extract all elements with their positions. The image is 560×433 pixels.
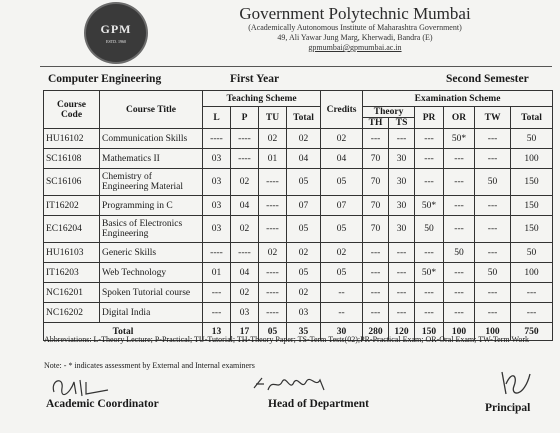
table-cell: 30 [389, 196, 415, 216]
table-cell: --- [415, 129, 444, 149]
table-cell: 02 [259, 129, 287, 149]
table-cell: --- [475, 216, 511, 243]
total-cell: 280 [363, 323, 389, 341]
program-name: Computer Engineering [48, 73, 162, 85]
course-title-header: Course Title [100, 91, 203, 129]
table-cell: -- [321, 303, 363, 323]
table-cell: ---- [259, 196, 287, 216]
institution-name: Government Polytechnic Mumbai [239, 4, 471, 23]
table-cell: 100 [511, 149, 553, 169]
principal-signature [496, 364, 536, 402]
table-cell: --- [363, 243, 389, 263]
table-cell: --- [389, 303, 415, 323]
table-row [44, 263, 553, 283]
table-cell: 03 [231, 303, 259, 323]
table-cell: 05 [287, 263, 321, 283]
table-cell: -- [321, 283, 363, 303]
table-cell: ---- [259, 169, 287, 196]
table-cell: ---- [259, 263, 287, 283]
table-cell: --- [415, 149, 444, 169]
header-divider [40, 66, 552, 67]
table-cell: 05 [287, 216, 321, 243]
table-row [44, 196, 553, 216]
logo-subtext: ESTD. 1960 [106, 39, 126, 44]
logo-text: GPM [100, 22, 132, 36]
total-cell: 150 [415, 323, 444, 341]
th-header: TH [363, 118, 389, 129]
table-cell: 50 [475, 169, 511, 196]
table-cell: 02 [231, 283, 259, 303]
table-cell: --- [444, 263, 475, 283]
course-code-cell: IT16202 [44, 196, 100, 216]
table-cell: --- [444, 169, 475, 196]
total-cell: 35 [287, 323, 321, 341]
pr-header: PR [415, 107, 444, 129]
table-cell: ---- [259, 283, 287, 303]
institution-subtitle: (Academically Autonomous Institute of Maharashtra Government) [248, 23, 462, 32]
total-cell: 17 [231, 323, 259, 341]
table-cell: 100 [511, 263, 553, 283]
table-cell: 03 [287, 303, 321, 323]
table-cell: 50 [511, 129, 553, 149]
table-cell: 70 [363, 149, 389, 169]
total-label: Total [44, 323, 203, 341]
table-cell: --- [475, 196, 511, 216]
head-of-department-label: Head of Department [268, 398, 369, 410]
semester-label: Second Semester [446, 73, 529, 85]
table-cell: 07 [287, 196, 321, 216]
credits-header: Credits [321, 91, 363, 129]
table-cell: 01 [259, 149, 287, 169]
table-cell: 05 [287, 169, 321, 196]
course-code-cell: SC16108 [44, 149, 100, 169]
course-code-cell: SC16106 [44, 169, 100, 196]
table-row [44, 303, 553, 323]
course-title-cell: Chemistry of Engineering Material [100, 169, 203, 196]
institution-header [188, 4, 522, 53]
table-row [44, 169, 553, 196]
table-cell: 04 [287, 149, 321, 169]
table-cell: 05 [321, 263, 363, 283]
table-cell: 50 [475, 263, 511, 283]
table-cell: --- [511, 303, 553, 323]
table-cell: 05 [321, 169, 363, 196]
total-cell: 05 [259, 323, 287, 341]
table-cell: 03 [203, 169, 231, 196]
total-cell: 30 [321, 323, 363, 341]
theory-header: Theory [363, 107, 415, 118]
table-cell: --- [389, 129, 415, 149]
table-row [44, 283, 553, 303]
table-cell: 30 [389, 216, 415, 243]
exam-scheme-header: Examination Scheme [363, 91, 553, 107]
course-code-cell: HU16103 [44, 243, 100, 263]
course-title-cell: Mathematics II [100, 149, 203, 169]
tu-header: TU [259, 107, 287, 129]
table-cell: 05 [321, 216, 363, 243]
table-cell: --- [444, 216, 475, 243]
table-cell: 04 [321, 149, 363, 169]
course-title-cell: Basics of Electronics Engineering [100, 216, 203, 243]
table-cell: 03 [203, 149, 231, 169]
table-cell: --- [389, 263, 415, 283]
course-title-cell: Generic Skills [100, 243, 203, 263]
table-cell: ---- [231, 129, 259, 149]
table-cell: --- [475, 303, 511, 323]
total-cell: 750 [511, 323, 553, 341]
institute-logo [84, 2, 148, 64]
principal-label: Principal [485, 402, 531, 414]
table-row [44, 243, 553, 263]
total-cell: 13 [203, 323, 231, 341]
course-code-cell: EC16204 [44, 216, 100, 243]
table-cell: ---- [231, 243, 259, 263]
table-cell: 70 [363, 196, 389, 216]
table-row [44, 149, 553, 169]
table-cell: --- [415, 303, 444, 323]
table-cell: --- [203, 303, 231, 323]
teaching-total-header: Total [287, 107, 321, 129]
course-code-cell: IT16203 [44, 263, 100, 283]
table-cell: --- [415, 283, 444, 303]
table-cell: 02 [287, 243, 321, 263]
note-text: Note: - * indicates assessment by External and Internal examiners [44, 361, 255, 370]
tw-header: TW [475, 107, 511, 129]
table-cell: 150 [511, 216, 553, 243]
table-cell: --- [475, 243, 511, 263]
table-cell: ---- [259, 216, 287, 243]
l-header: L [203, 107, 231, 129]
table-cell: --- [415, 243, 444, 263]
table-cell: 50 [444, 243, 475, 263]
hod-signature [250, 372, 340, 398]
course-code-cell: NC16202 [44, 303, 100, 323]
table-cell: --- [511, 283, 553, 303]
table-row [44, 216, 553, 243]
table-cell: --- [444, 149, 475, 169]
exam-total-header: Total [511, 107, 553, 129]
table-cell: 03 [203, 196, 231, 216]
table-cell: 70 [363, 169, 389, 196]
course-code-cell: HU16102 [44, 129, 100, 149]
p-header: P [231, 107, 259, 129]
table-cell: 03 [203, 216, 231, 243]
coordinator-signature [46, 372, 116, 400]
table-cell: 30 [389, 149, 415, 169]
table-cell: --- [363, 283, 389, 303]
table-cell: --- [444, 303, 475, 323]
table-cell: ---- [203, 129, 231, 149]
table-cell: 30 [389, 169, 415, 196]
table-cell: 02 [321, 129, 363, 149]
table-cell: 150 [511, 196, 553, 216]
course-title-cell: Web Technology [100, 263, 203, 283]
table-row [44, 129, 553, 149]
table-cell: ---- [203, 243, 231, 263]
table-cell: ---- [259, 303, 287, 323]
table-cell: --- [444, 283, 475, 303]
table-cell: 50 [415, 216, 444, 243]
table-cell: 02 [287, 129, 321, 149]
table-cell: 02 [321, 243, 363, 263]
table-cell: --- [363, 263, 389, 283]
course-title-cell: Digital India [100, 303, 203, 323]
course-title-cell: Programming in C [100, 196, 203, 216]
table-cell: --- [389, 243, 415, 263]
table-cell: 02 [231, 169, 259, 196]
academic-coordinator-label: Academic Coordinator [46, 398, 159, 410]
abbreviations-text: Abbreviations: L-Theory Lecture; P-Practical; TU-Tutorial; TH-Theory Paper; TS-Term Tests(02);PR-Practical Exam; OR-Oral Exam; TW-Term Work [44, 335, 530, 344]
institution-email[interactable]: gpmumbai@gpmumbai.ac.in [308, 43, 402, 52]
course-title-cell: Communication Skills [100, 129, 203, 149]
table-cell: 04 [231, 196, 259, 216]
total-cell: 120 [389, 323, 415, 341]
table-cell: --- [363, 303, 389, 323]
course-code-cell: NC16201 [44, 283, 100, 303]
table-cell: 07 [321, 196, 363, 216]
table-cell: 70 [363, 216, 389, 243]
year-label: First Year [230, 73, 280, 85]
table-cell: 01 [203, 263, 231, 283]
course-code-header: Course Code [44, 91, 100, 129]
table-cell: 50* [415, 196, 444, 216]
table-cell: 50* [415, 263, 444, 283]
table-cell: --- [203, 283, 231, 303]
table-cell: 150 [511, 169, 553, 196]
table-cell: 50 [511, 243, 553, 263]
institution-address: 49, Ali Yawar Jung Marg, Kherwadi, Bandra (E) [277, 33, 433, 42]
total-cell: 100 [475, 323, 511, 341]
table-cell: --- [363, 129, 389, 149]
table-cell: 02 [287, 283, 321, 303]
table-cell: --- [444, 196, 475, 216]
table-cell: --- [389, 283, 415, 303]
scheme-table [43, 90, 553, 341]
table-cell: ---- [231, 149, 259, 169]
or-header: OR [444, 107, 475, 129]
table-cell: --- [415, 169, 444, 196]
table-cell: 04 [231, 263, 259, 283]
table-cell: --- [475, 283, 511, 303]
table-cell: 50* [444, 129, 475, 149]
table-cell: --- [475, 129, 511, 149]
total-cell: 100 [444, 323, 475, 341]
table-cell: --- [475, 149, 511, 169]
ts-header: TS [389, 118, 415, 129]
table-cell: 02 [231, 216, 259, 243]
teaching-scheme-header: Teaching Scheme [203, 91, 321, 107]
course-title-cell: Spoken Tutorial course [100, 283, 203, 303]
table-cell: 02 [259, 243, 287, 263]
